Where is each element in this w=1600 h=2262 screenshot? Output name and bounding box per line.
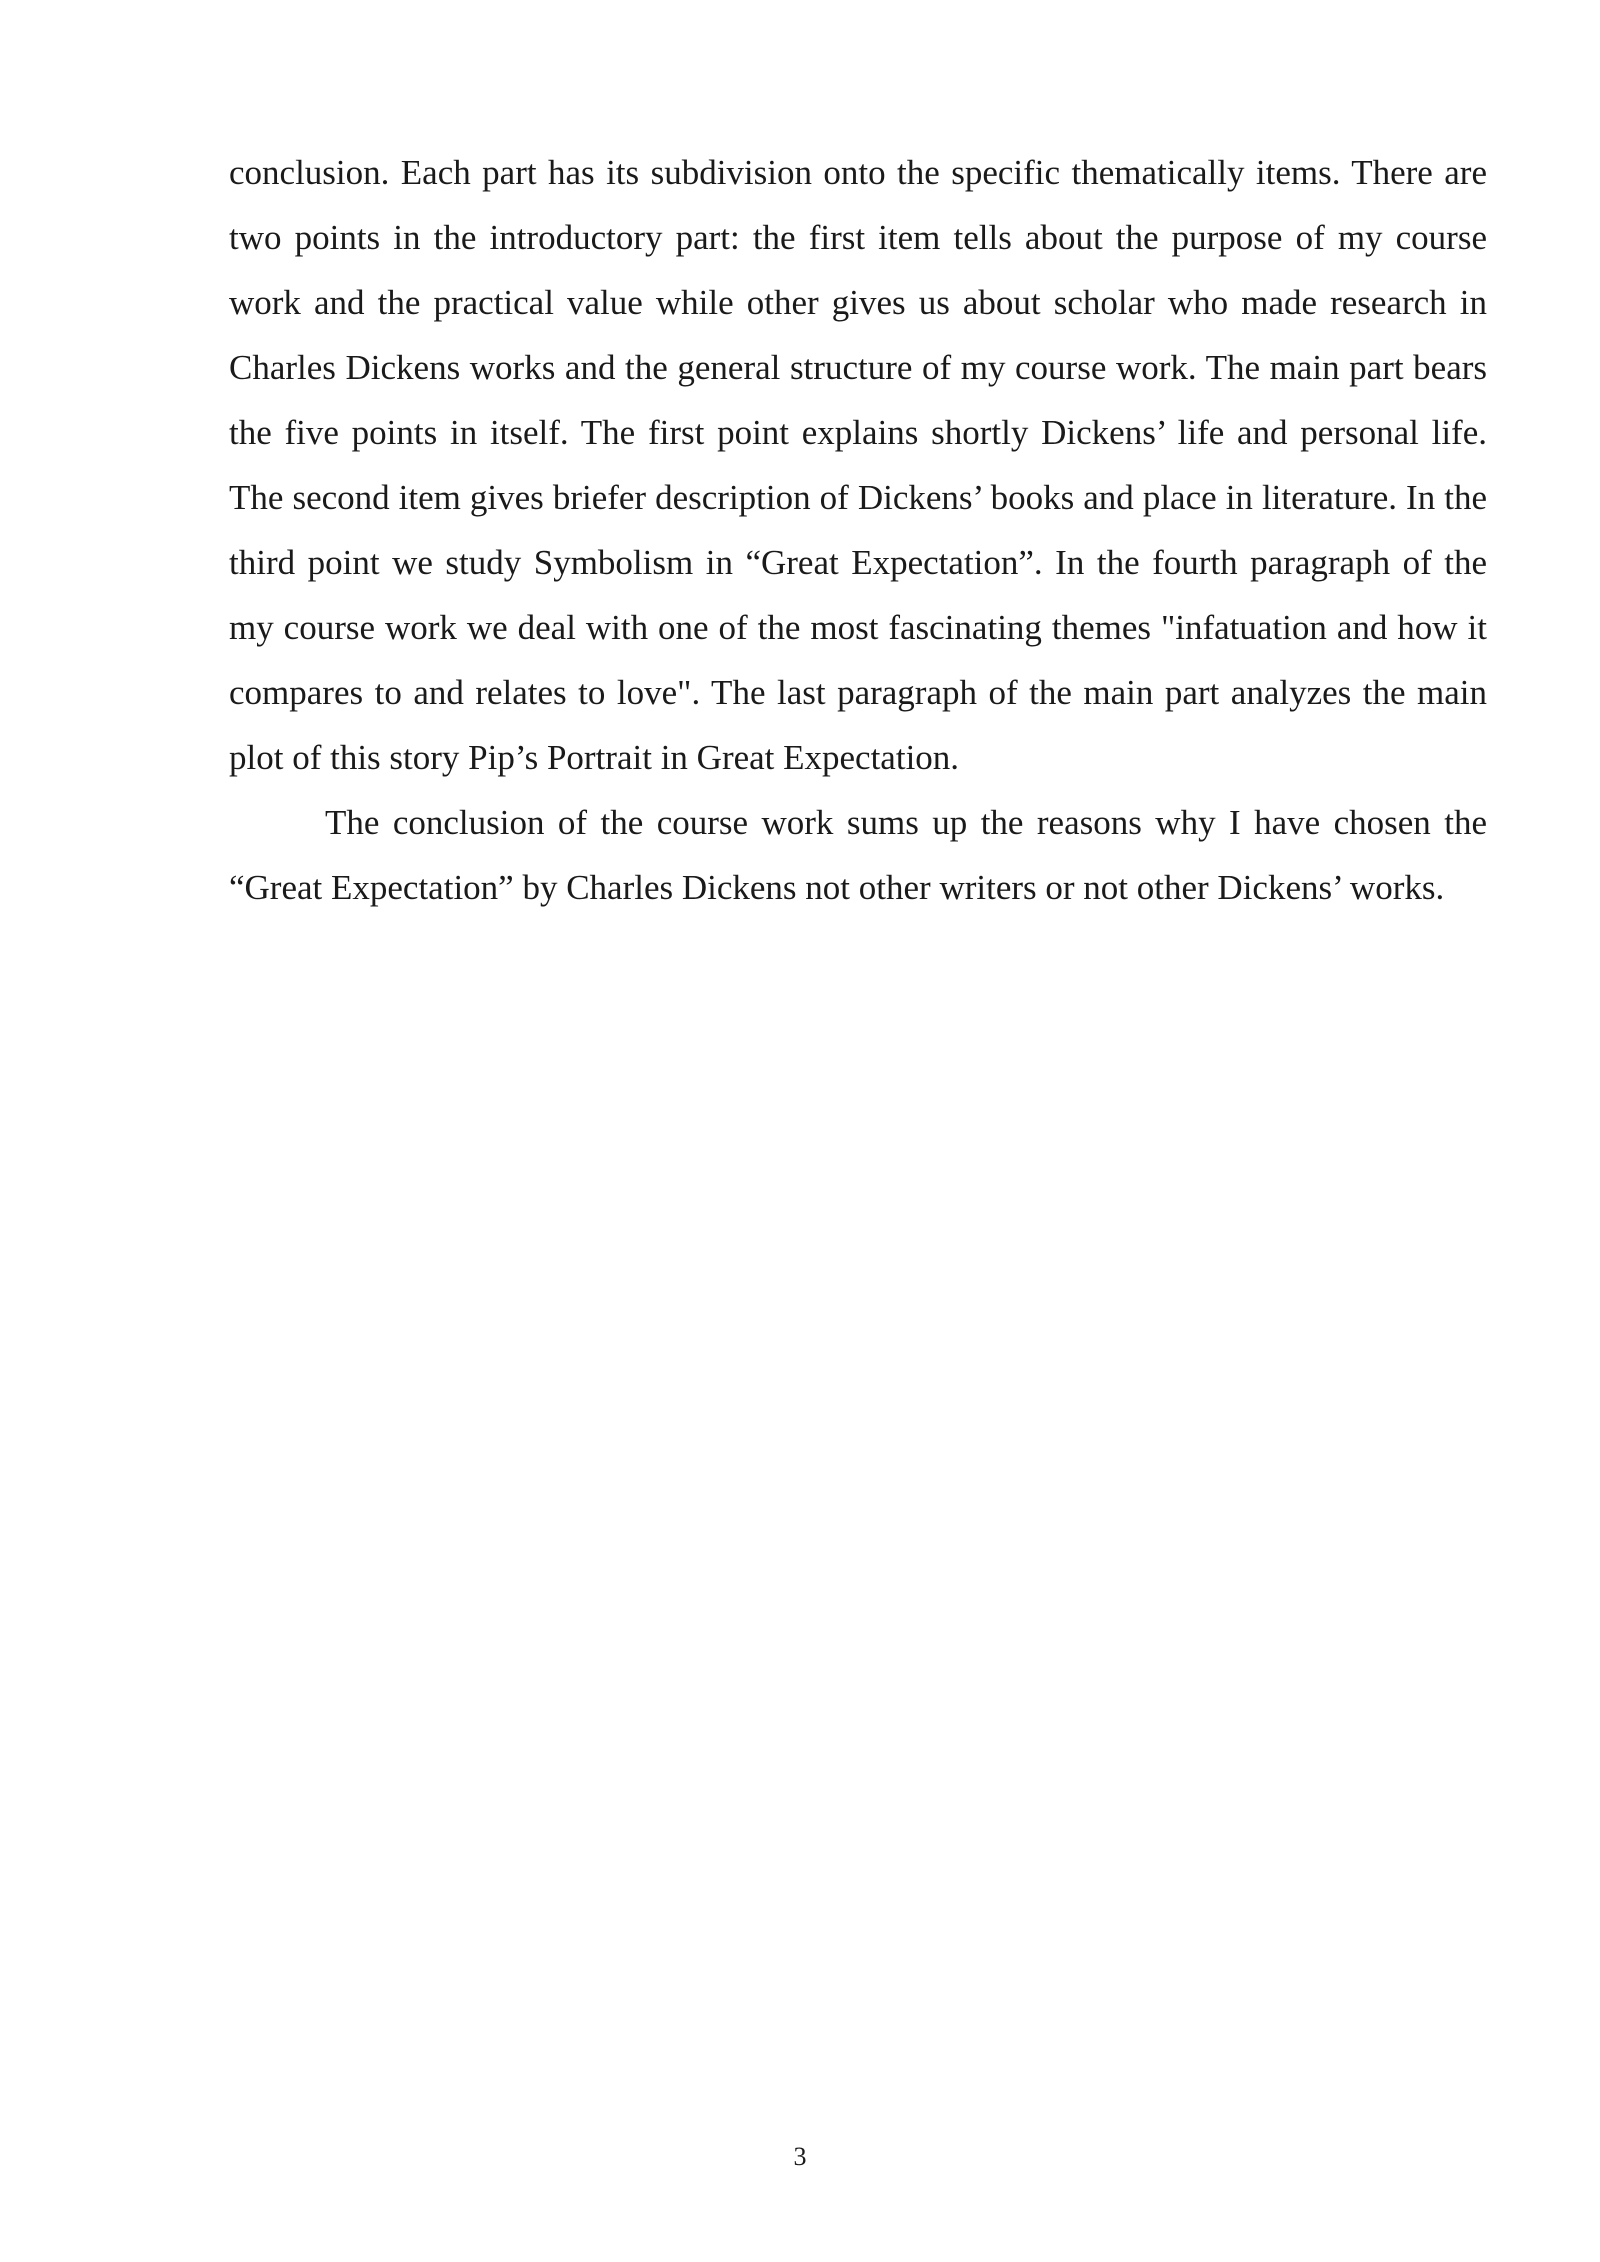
paragraph-continuation: conclusion. Each part has its subdivision onto the specific thematically items. There are two points in the introductory part: the first item tells about the purpose of my course work and the practical value while other gives us about scholar who made research in Charles Dickens works and the general structure of my course work. The main part bears the five points in itself. The first point explains shortly Dickens’ life and personal life. The second item gives briefer description of Dickens’ books and place in literature. In the third point we study Symbolism in “Great Expectation”. In the fourth paragraph of the my course work we deal with one of the most fascinating themes "infatuation and how it compares to and relates to love". The last paragraph of the main part analyzes the main plot of this story Pip’s Portrait in Great Expectation.: [229, 153, 1487, 777]
paragraph-conclusion-summary: The conclusion of the course work sums up the reasons why I have chosen the “Great Expectation” by Charles Dickens not other writers or not other Dickens’ works.: [229, 803, 1487, 907]
page-number: 3: [793, 2142, 807, 2171]
document-body: [229, 140, 1487, 920]
